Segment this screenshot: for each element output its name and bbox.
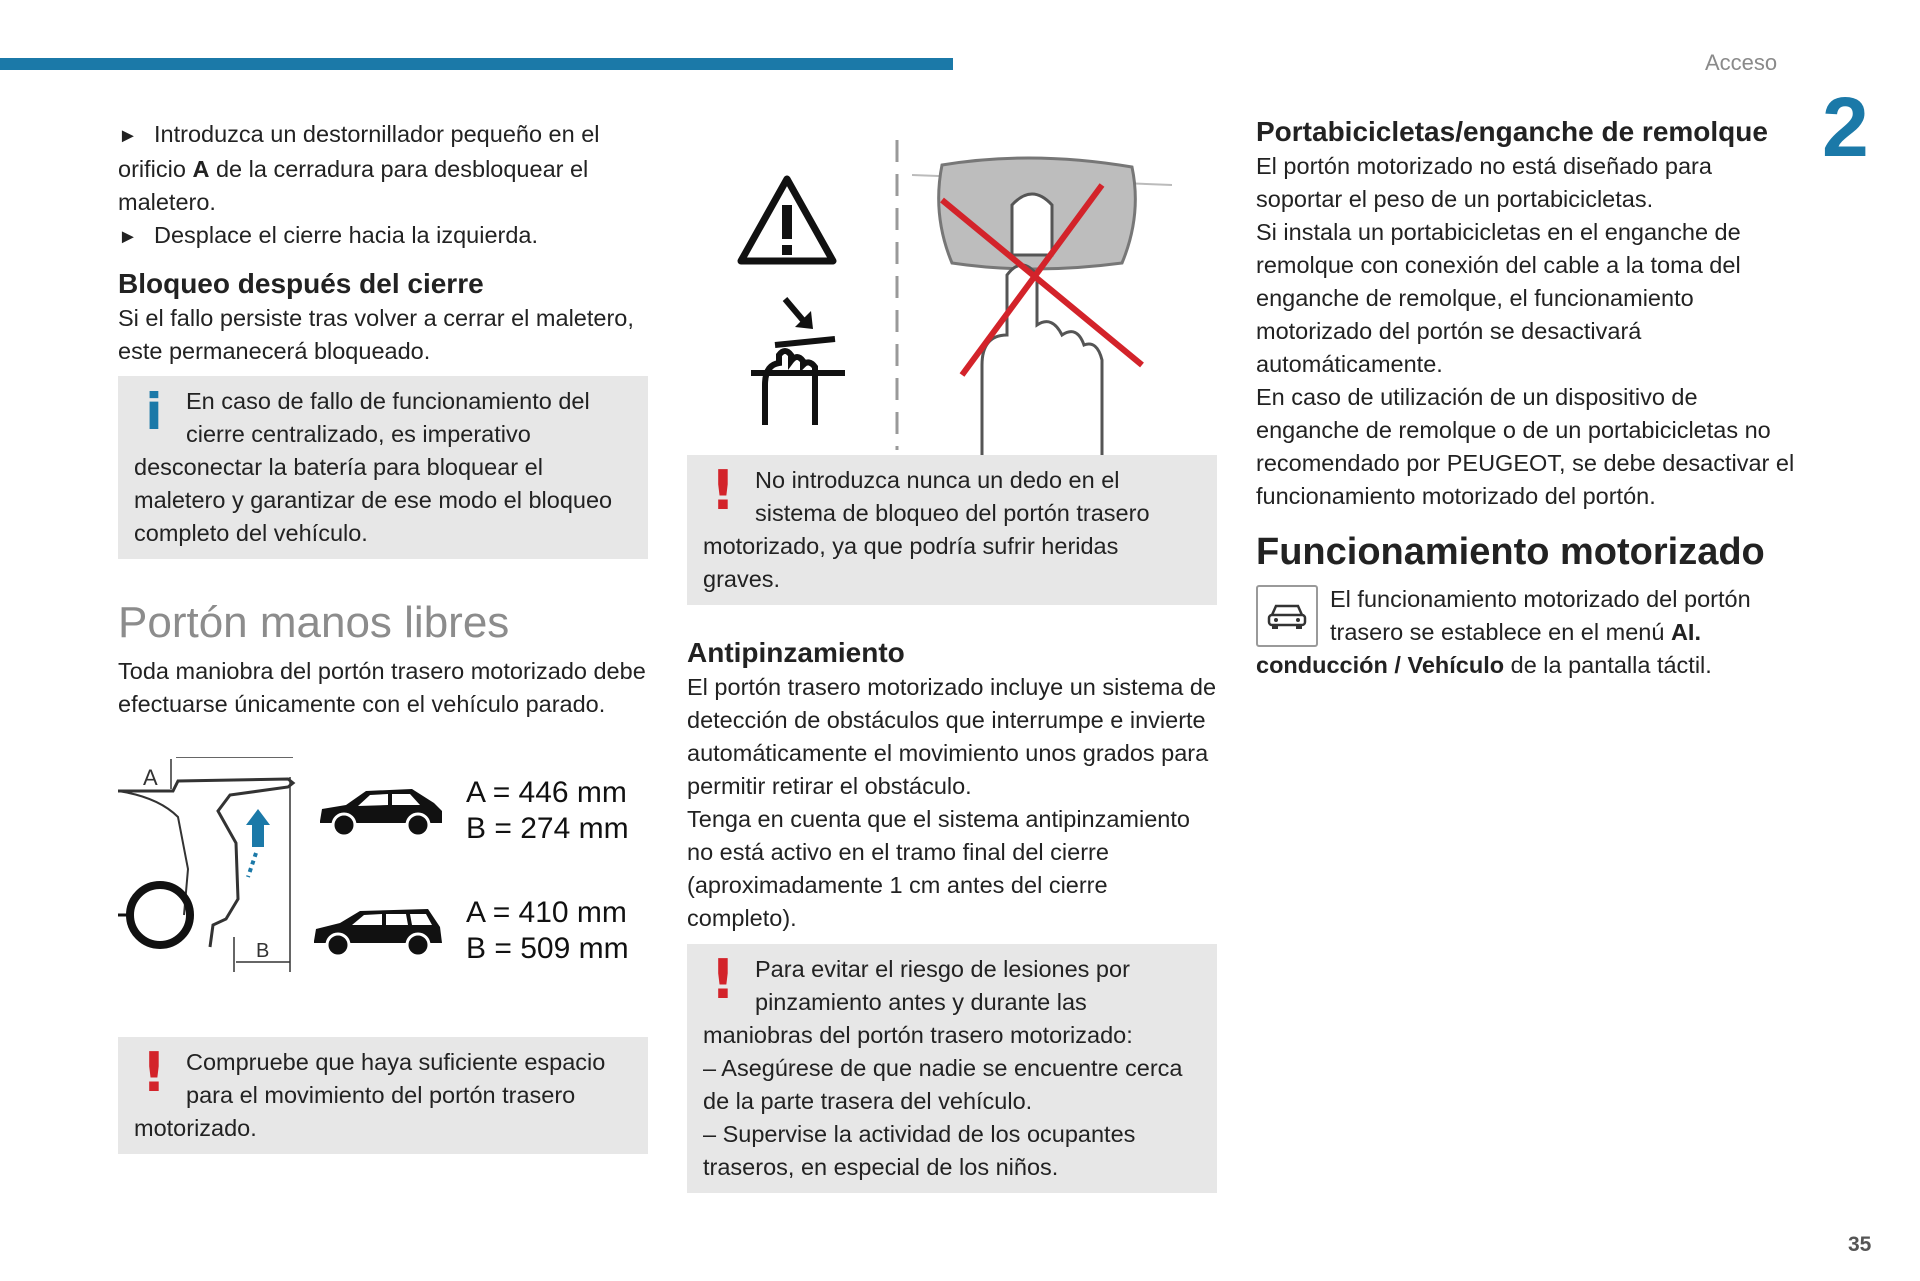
car1-dimension-a: A = 446 mm [466, 776, 627, 809]
section-label: Acceso [1705, 50, 1778, 75]
warning-icon: ! [710, 459, 736, 522]
chapter-number: 2 [1822, 80, 1869, 174]
bullet-arrow-icon: ► [118, 125, 138, 147]
car-suv-icon [316, 781, 446, 841]
pinch-warning-item: – Supervise la actividad de los ocupantes traseros, en especial de los niños. [703, 1121, 1136, 1180]
svg-text:A: A [143, 765, 158, 790]
porton-heading: Portón manos libres [118, 598, 510, 647]
finger-warning-illustration [687, 140, 1217, 450]
divider-dashed [892, 140, 902, 450]
car-estate-row [310, 895, 629, 967]
bloqueo-text: Si el fallo persiste tras volver a cerrar el maletero, este permanecerá bloqueado. [118, 305, 634, 364]
car-icon [1256, 585, 1318, 647]
antipinzamiento-text-2: Tenga en cuenta que el sistema antipinzamiento no está activo en el tramo final del cierre (aproximadamente 1 cm antes del cierre completo). [687, 806, 1190, 931]
tailgate-dimension-diagram [118, 757, 648, 1007]
car2-dimension-a: A = 410 mm [466, 896, 627, 929]
hand-press-icon [745, 295, 855, 435]
funcionamiento-heading: Funcionamiento motorizado [1256, 531, 1765, 573]
triangle-warning-icon [737, 175, 837, 267]
svg-text:B: B [256, 940, 270, 962]
column-left [118, 118, 648, 1154]
page-number: 35 [1848, 1233, 1872, 1256]
bullet-item: ► Introduzca un destornillador pequeño en el orificio A de la cerradura para desbloquear el maletero. [118, 121, 600, 215]
antipinzamiento-heading: Antipinzamiento [687, 637, 905, 668]
finger-warning-box: ! No introduzca nunca un dedo en el sistema de bloqueo del portón trasero motorizado, ya que podría sufrir heridas graves. [687, 455, 1217, 605]
portabicicletas-text-1: El portón motorizado no está diseñado para soportar el peso de un portabicicletas. [1256, 153, 1712, 212]
pinch-warning-item: – Asegúrese de que nadie se encuentre cerca de la parte trasera del vehículo. [703, 1055, 1183, 1114]
column-middle [687, 140, 1217, 1193]
tailgate-side-diagram [118, 757, 308, 985]
car-suv-row [316, 775, 629, 847]
bloqueo-heading: Bloqueo después del cierre [118, 268, 484, 299]
info-box: i En caso de fallo de funcionamiento del cierre centralizado, es imperativo desconectar la batería para bloquear el maletero y garantizar de ese modo el bloqueo completo del vehículo. [118, 376, 648, 559]
funcionamiento-paragraph: El funcionamiento motorizado del portón trasero se establece en el menú AI. conducción / Vehículo de la pantalla táctil. [1256, 586, 1751, 678]
pinch-warning-box: ! Para evitar el riesgo de lesiones por pinzamiento antes y durante las maniobras del portón trasero motorizado: – Asegúrese de que nadie se encuentre cerca de la parte trasera del vehículo. – Supervise la actividad de los ocupantes traseros, en especial de los niños. [687, 944, 1217, 1193]
info-icon: i [145, 383, 163, 441]
car1-dimension-b: B = 274 mm [466, 812, 629, 845]
warning-icon: ! [141, 1041, 167, 1104]
bullet-arrow-icon: ► [118, 226, 138, 248]
portabicicletas-text-3: En caso de utilización de un dispositivo de enganche de remolque o de un portabicicletas no recomendado por PEUGEOT, se debe desactivar el funcionamiento motorizado del portón. [1256, 384, 1795, 509]
warning-box: ! Compruebe que haya suficiente espacio para el movimiento del portón trasero motorizado. [118, 1037, 648, 1154]
porton-text: Toda maniobra del portón trasero motorizado debe efectuarse únicamente con el vehículo parado. [118, 658, 646, 717]
portabicicletas-heading: Portabicicletas/enganche de remolque [1256, 116, 1768, 147]
antipinzamiento-text-1: El portón trasero motorizado incluye un sistema de detección de obstáculos que interrumpe e invierte automáticamente el movimiento unos grados para permitir retirar el obstáculo. [687, 674, 1217, 799]
latch-finger-crossed-illustration [912, 145, 1172, 455]
car2-dimension-b: B = 509 mm [466, 932, 629, 965]
car-estate-icon [310, 901, 446, 961]
portabicicletas-text-2: Si instala un portabicicletas en el enganche de remolque con conexión del cable a la toma del enganche de remolque, el funcionamiento motorizado del portón se desactivará automáticamente. [1256, 219, 1741, 377]
column-right [1256, 114, 1796, 682]
warning-icon: ! [710, 948, 736, 1011]
bullet-item: ► Desplace el cierre hacia la izquierda. [118, 219, 648, 254]
header-bar [0, 58, 953, 70]
